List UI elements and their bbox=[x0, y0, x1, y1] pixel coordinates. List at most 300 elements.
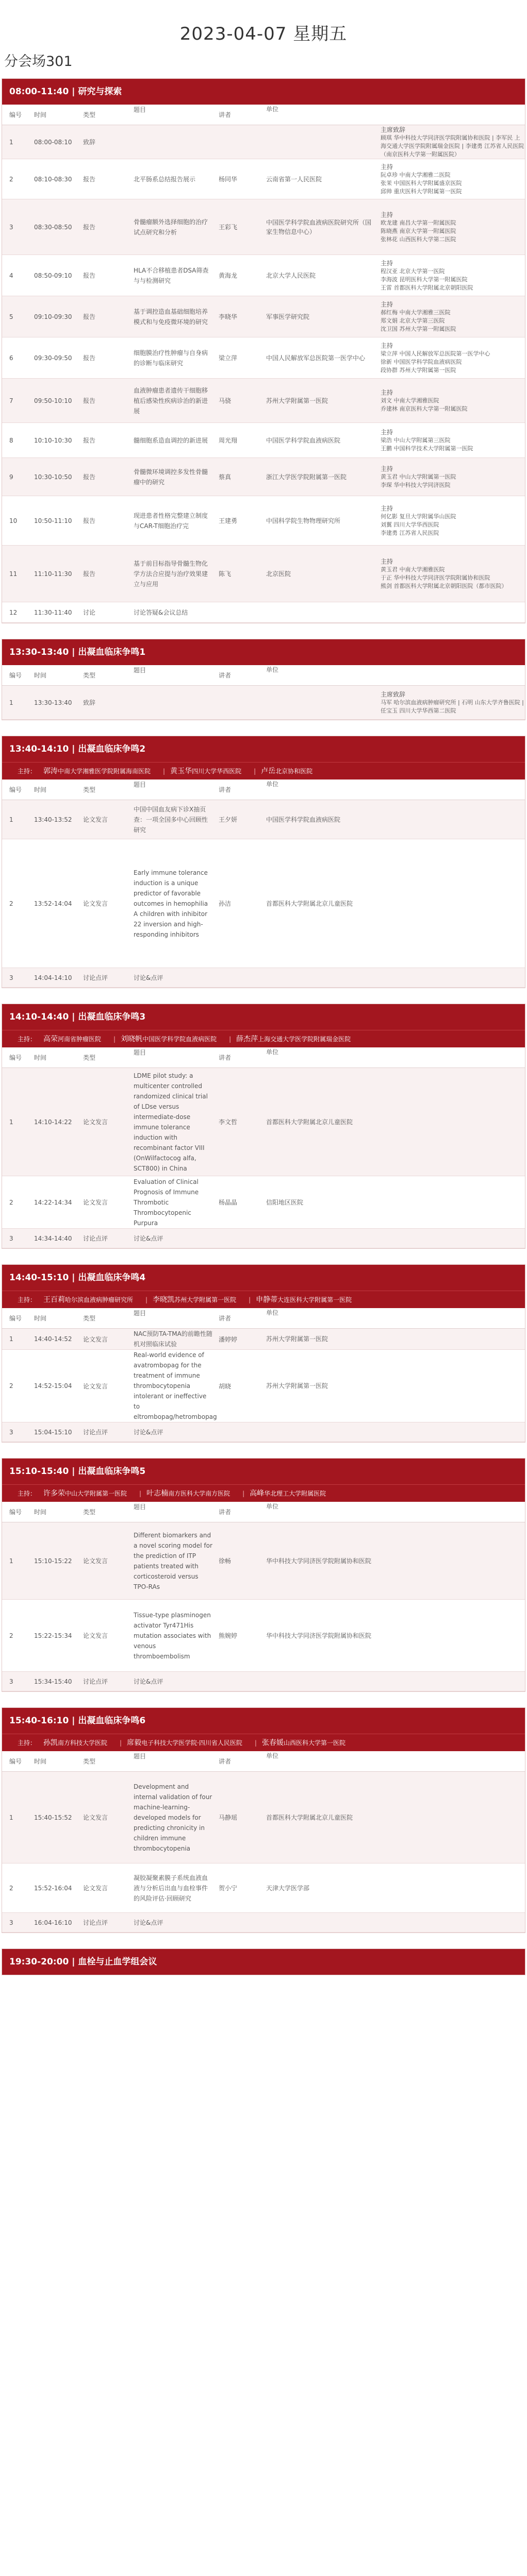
header-col-speaker: 讲者 bbox=[219, 1054, 232, 1061]
table-header bbox=[2, 779, 525, 800]
header-col-speaker: 讲者 bbox=[219, 672, 232, 679]
header-col-topic: 题目 bbox=[134, 1310, 146, 1317]
chair-name: 席毅 bbox=[127, 1739, 142, 1747]
session-block bbox=[2, 78, 525, 623]
col-time: 11:10-11:30 bbox=[34, 570, 72, 578]
header-col-type: 类型 bbox=[83, 1758, 96, 1765]
col-time: 10:10-10:30 bbox=[34, 436, 72, 444]
table-row bbox=[2, 1422, 525, 1442]
col-time: 14:34-14:40 bbox=[34, 1234, 72, 1242]
col-unit: 北京大学人民医院 bbox=[266, 272, 316, 279]
col-unit: 中国医学科学院血液病医院 bbox=[266, 436, 341, 444]
col-no: 11 bbox=[9, 570, 18, 578]
col-topic: Tissue-type plasminogen activator Tyr471His mutation associates with venous thromboembolism bbox=[134, 1611, 211, 1660]
header-col-time: 时间 bbox=[34, 1054, 47, 1061]
person-line: 梁立萍 中国人民解放军总医院第一医学中心 bbox=[381, 350, 490, 357]
col-unit: 浙江大学医学院附属第一医院 bbox=[266, 473, 347, 481]
col-no: 1 bbox=[9, 1118, 13, 1126]
col-unit: 首都医科大学附属北京儿童医院 bbox=[266, 1118, 353, 1126]
col-time: 16:04-16:10 bbox=[34, 1919, 72, 1926]
role-label: 主持 bbox=[381, 557, 393, 565]
col-unit: 中国医学科学院血液病医院研究所（国家生物信息中心） bbox=[266, 218, 372, 235]
col-topic: LDME pilot study: a multicenter controlled randomized clinical trial of LDse versus intermediate-dose immune tolerance induction with recombinant factor VIII (OnWilfactocog alfa, SCT800) in China bbox=[134, 1072, 208, 1172]
chair-separator: | bbox=[249, 1296, 251, 1303]
table-row bbox=[2, 496, 525, 546]
person-line: 段协群 苏州大学附属第一医院 bbox=[381, 366, 456, 374]
table-body bbox=[2, 1772, 525, 1933]
chair-unit: 四川大学华西医院 bbox=[192, 768, 242, 775]
col-unit: 中国科学院生物物理研究所 bbox=[266, 517, 341, 524]
table-row bbox=[2, 125, 525, 159]
col-no: 7 bbox=[9, 397, 13, 404]
chair-unit: 中南大学湘雅医学院附属海南医院 bbox=[58, 768, 151, 775]
chair-name: 许多荣 bbox=[43, 1489, 65, 1498]
person-line: 郑文娟 北京大学第三医院 bbox=[381, 317, 445, 324]
chair-name: 申静蒂 bbox=[256, 1296, 278, 1304]
header-col-unit: 单位 bbox=[266, 666, 279, 673]
row-extra bbox=[374, 126, 525, 159]
header-col-unit: 单位 bbox=[266, 1048, 279, 1056]
col-topic: 血液肿瘤患者遗传干细胞移植后感染性疾病诊治的新进展 bbox=[134, 386, 208, 415]
header-col-type: 类型 bbox=[83, 1054, 96, 1061]
header-col-topic: 题目 bbox=[134, 1503, 146, 1511]
table-row bbox=[2, 686, 525, 720]
col-time: 14:40-14:52 bbox=[34, 1335, 72, 1343]
table-row bbox=[2, 1176, 525, 1229]
role-label: 主持 bbox=[381, 300, 393, 308]
col-topic: 基于调控造血基础细胞培养模式和与免疫微环境的研究 bbox=[134, 308, 208, 326]
col-unit: 信阳地区医院 bbox=[266, 1198, 304, 1206]
col-no: 3 bbox=[9, 974, 13, 981]
col-speaker: 陈飞 bbox=[219, 570, 232, 578]
chair-unit: 大连医科大学附属第一医院 bbox=[277, 1296, 352, 1303]
col-type: 论文发言 bbox=[83, 1885, 108, 1892]
col-speaker: 杨晶晶 bbox=[219, 1199, 238, 1206]
col-topic: HLA不合移植患者DSA筛查与与检测研究 bbox=[134, 266, 209, 284]
col-type: 讨论 bbox=[83, 609, 96, 616]
header-col-time: 时间 bbox=[34, 111, 47, 118]
header-col-no: 编号 bbox=[9, 1054, 22, 1061]
col-type: 报告 bbox=[83, 570, 96, 578]
table-row bbox=[2, 1329, 525, 1350]
table-body bbox=[2, 1522, 525, 1691]
col-type: 讨论点评 bbox=[83, 974, 108, 981]
chair-unit: 山西医科大学第一医院 bbox=[283, 1739, 345, 1747]
col-speaker: 熊婉婷 bbox=[219, 1632, 238, 1639]
header-extra bbox=[374, 1047, 525, 1067]
col-topic: NAC预防TA-TMA的前瞻性随机对照临床试验 bbox=[134, 1330, 212, 1348]
col-topic: 讨论答疑&会议总结 bbox=[134, 608, 188, 616]
col-time: 10:30-10:50 bbox=[34, 473, 72, 481]
col-time: 09:50-10:10 bbox=[34, 397, 72, 404]
col-topic: 北平肠系总结报告展示 bbox=[134, 175, 196, 183]
col-topic: Early immune tolerance induction is a unique predictor of favorable outcomes in hemophilia A children with inhibitor 22 inversion and high-responding inhibitors bbox=[134, 869, 208, 938]
table-row bbox=[2, 602, 525, 623]
header-col-no: 编号 bbox=[9, 786, 22, 793]
person-line: 阮卓珍 中南大学湘雅二医院 bbox=[381, 171, 451, 178]
role-label: 主持 bbox=[381, 163, 393, 171]
col-speaker: 胡晓 bbox=[219, 1382, 232, 1390]
table-row bbox=[2, 1522, 525, 1600]
header-extra bbox=[374, 665, 525, 685]
chair-unit: 河南省肿瘤医院 bbox=[58, 1036, 102, 1043]
col-type: 报告 bbox=[83, 517, 96, 524]
header-col-topic: 题目 bbox=[134, 1049, 146, 1056]
table-row bbox=[2, 546, 525, 602]
footer-session bbox=[2, 1948, 525, 1975]
col-type: 讨论点评 bbox=[83, 1429, 108, 1436]
person-line: 梁浩 中山大学附属第三医院 bbox=[381, 436, 451, 444]
session-title: 15:10-15:40 | 出凝血临床争鸣5 bbox=[2, 1459, 525, 1484]
col-type: 论文发言 bbox=[83, 1632, 108, 1639]
chair-separator: | bbox=[254, 768, 256, 775]
col-unit: 华中科技大学同济医学院附属协和医院 bbox=[266, 1557, 372, 1565]
session-chairs bbox=[2, 762, 525, 779]
header-col-no: 编号 bbox=[9, 1758, 22, 1765]
person-line: 徐新 中国医学科学院血液病医院 bbox=[381, 358, 462, 365]
col-type: 论文发言 bbox=[83, 1382, 108, 1390]
session-chairs bbox=[2, 1291, 525, 1308]
col-unit: 华中科技大学同济医学院附属协和医院 bbox=[266, 1632, 372, 1639]
col-time: 13:52-14:04 bbox=[34, 900, 72, 907]
table-row bbox=[2, 1350, 525, 1422]
header-col-time: 时间 bbox=[34, 1758, 47, 1765]
col-topic: Evaluation of Clinical Prognosis of Immune Thrombotic Thrombocytopenic Purpura bbox=[134, 1178, 199, 1227]
table-row bbox=[2, 1863, 525, 1913]
session-block bbox=[2, 639, 525, 720]
table-body bbox=[2, 125, 525, 623]
col-topic: 讨论&点评 bbox=[134, 1677, 163, 1685]
col-time: 15:34-15:40 bbox=[34, 1677, 72, 1685]
person-line: 张林花 山西医科大学第二医院 bbox=[381, 235, 456, 243]
chair-name: 高峰 bbox=[250, 1489, 265, 1498]
col-no: 2 bbox=[9, 1198, 13, 1206]
col-type: 讨论点评 bbox=[83, 1235, 108, 1242]
table-row bbox=[2, 1772, 525, 1863]
col-type: 论文发言 bbox=[83, 1118, 108, 1126]
header-col-unit: 单位 bbox=[266, 1752, 279, 1759]
col-no: 10 bbox=[9, 517, 18, 524]
table-row bbox=[2, 458, 525, 496]
col-type: 报告 bbox=[83, 313, 96, 320]
chair-separator: | bbox=[120, 1739, 122, 1747]
col-no: 1 bbox=[9, 1557, 13, 1565]
col-type: 论文发言 bbox=[83, 900, 108, 907]
col-time: 09:10-09:30 bbox=[34, 313, 72, 320]
chair-name: 王百莉 bbox=[43, 1296, 65, 1304]
col-topic: 现进患者性格完整建立制度与CAR-T细胞治疗完 bbox=[134, 512, 208, 530]
person-line: 顾琪 华中科技大学同济医学院附属协和医院 | 李军民 上海交通大学医学院附属瑞金医院 | 李建勇 江苏省人民医院（南京医科大学第一附属医院） bbox=[381, 134, 524, 158]
session-title: 14:10-14:40 | 出凝血临床争鸣3 bbox=[2, 1004, 525, 1030]
col-time: 09:30-09:50 bbox=[34, 354, 72, 362]
table-row bbox=[2, 337, 525, 379]
col-speaker: 贺小宁 bbox=[219, 1885, 238, 1892]
col-unit: 军事医学研究院 bbox=[266, 313, 310, 320]
table-row bbox=[2, 968, 525, 988]
col-speaker: 孙洁 bbox=[219, 900, 232, 907]
col-no: 4 bbox=[9, 272, 13, 279]
header-extra bbox=[374, 1308, 525, 1328]
col-time: 10:50-11:10 bbox=[34, 517, 72, 524]
col-time: 08:50-09:10 bbox=[34, 272, 72, 279]
chairs-label: 主持： bbox=[18, 1490, 37, 1497]
row-extra bbox=[374, 465, 525, 489]
col-unit: 苏州大学附属第一医院 bbox=[266, 1335, 328, 1343]
header-col-no: 编号 bbox=[9, 672, 22, 679]
col-type: 讨论点评 bbox=[83, 1919, 108, 1926]
row-extra bbox=[374, 163, 525, 196]
chair-unit: 北京协和医院 bbox=[275, 768, 313, 775]
col-time: 15:52-16:04 bbox=[34, 1884, 72, 1892]
row-extra bbox=[374, 557, 525, 590]
col-type: 致辞 bbox=[83, 139, 96, 146]
row-extra bbox=[374, 259, 525, 292]
col-unit: 北京医院 bbox=[266, 570, 291, 578]
chair-separator: | bbox=[163, 768, 166, 775]
session-title: 13:30-13:40 | 出凝血临床争鸣1 bbox=[2, 639, 525, 665]
chair-name: 刘晓帆 bbox=[121, 1035, 143, 1043]
col-speaker: 周光翔 bbox=[219, 437, 238, 444]
col-no: 3 bbox=[9, 1677, 13, 1685]
table-header bbox=[2, 105, 525, 125]
col-topic: 骨髓瘤额外选择细胞的治疗试点研究和分析 bbox=[134, 218, 208, 236]
table-body bbox=[2, 1329, 525, 1442]
col-type: 论文发言 bbox=[83, 1335, 108, 1343]
col-speaker: 徐畅 bbox=[219, 1557, 232, 1565]
col-no: 2 bbox=[9, 175, 13, 183]
col-topic: 髓细胞系造血调控的新进展 bbox=[134, 436, 208, 444]
row-extra bbox=[374, 504, 525, 537]
col-time: 08:00-08:10 bbox=[34, 138, 72, 146]
header-extra bbox=[374, 1502, 525, 1522]
table-row bbox=[2, 1600, 525, 1672]
role-label: 主持 bbox=[381, 388, 393, 396]
table-row bbox=[2, 1672, 525, 1691]
person-line: 何亿影 复旦大学附属华山医院 bbox=[381, 513, 456, 520]
col-no: 1 bbox=[9, 816, 13, 823]
col-topic: 讨论&点评 bbox=[134, 1919, 163, 1926]
venue-title: 分会场301 bbox=[4, 54, 73, 70]
person-line: 熊剑 首都医科大学附属北京朝阳医院（都市医院） bbox=[381, 582, 507, 589]
person-line: 黄玉君 中南大学湘雅医院 bbox=[381, 566, 445, 573]
col-unit: 中国医学科学院血液病医院 bbox=[266, 816, 341, 823]
col-speaker: 蔡真 bbox=[219, 473, 232, 481]
col-no: 2 bbox=[9, 1632, 13, 1639]
role-label: 主持 bbox=[381, 259, 393, 267]
col-unit: 云南省第一人民医院 bbox=[266, 175, 322, 183]
col-speaker: 马骁 bbox=[219, 397, 232, 404]
row-extra bbox=[374, 211, 525, 244]
page-date: 2023-04-07 星期五 bbox=[179, 24, 348, 44]
col-no: 8 bbox=[9, 436, 13, 444]
table-header bbox=[2, 1502, 525, 1522]
col-speaker: 梁立萍 bbox=[219, 354, 238, 362]
chair-name: 郭涛 bbox=[43, 767, 58, 775]
header-col-topic: 题目 bbox=[134, 781, 146, 788]
table-body bbox=[2, 686, 525, 720]
col-type: 报告 bbox=[83, 354, 96, 362]
col-time: 15:04-15:10 bbox=[34, 1428, 72, 1436]
col-time: 14:04-14:10 bbox=[34, 974, 72, 981]
header-col-no: 编号 bbox=[9, 1509, 22, 1516]
chair-separator: | bbox=[229, 1036, 232, 1043]
col-time: 08:30-08:50 bbox=[34, 223, 72, 231]
chairs-label: 主持： bbox=[18, 1739, 37, 1747]
chair-name: 薛杰萍 bbox=[236, 1035, 258, 1043]
col-topic: 细胞膜治疗性肿瘤与自身病的诊断与临床研究 bbox=[134, 349, 208, 367]
header-col-type: 类型 bbox=[83, 786, 96, 793]
col-no: 12 bbox=[9, 608, 18, 616]
role-label: 主持 bbox=[381, 211, 393, 218]
col-type: 论文发言 bbox=[83, 816, 108, 823]
header-extra bbox=[374, 779, 525, 800]
col-speaker: 杨同华 bbox=[219, 176, 238, 183]
col-time: 08:10-08:30 bbox=[34, 175, 72, 183]
session-chairs bbox=[2, 1484, 525, 1502]
chair-separator: | bbox=[242, 1490, 245, 1497]
chair-separator: | bbox=[254, 1739, 257, 1747]
person-line: 王雷 首都医科大学附属北京朝阳医院 bbox=[381, 284, 473, 291]
col-speaker: 李晓华 bbox=[219, 313, 238, 320]
col-unit: 天津大学医学部 bbox=[266, 1884, 310, 1892]
col-topic: 中国中国血友病下诊X抽页查：一项全国多中心回顾性研究 bbox=[134, 805, 208, 834]
chair-name: 卢岳 bbox=[261, 767, 276, 775]
col-time: 15:10-15:22 bbox=[34, 1557, 72, 1565]
col-topic: 讨论&点评 bbox=[134, 974, 163, 981]
session-chairs bbox=[2, 1734, 525, 1751]
table-header bbox=[2, 665, 525, 686]
chair-unit: 电子科技大学医学院·四川省人民医院 bbox=[141, 1739, 242, 1747]
col-speaker: 王夕妍 bbox=[219, 816, 238, 823]
role-label: 主持 bbox=[381, 342, 393, 349]
col-type: 报告 bbox=[83, 224, 96, 231]
session-block bbox=[2, 1004, 525, 1249]
chair-separator: | bbox=[139, 1490, 142, 1497]
session-title: 14:40-15:10 | 出凝血临床争鸣4 bbox=[2, 1265, 525, 1291]
col-topic: 凝胶凝聚素膜子系统血液血液与分析后出血与血栓事件的风险评估·回顾研究 bbox=[134, 1874, 208, 1902]
col-time: 14:10-14:22 bbox=[34, 1118, 72, 1126]
col-type: 报告 bbox=[83, 437, 96, 444]
col-time: 14:52-15:04 bbox=[34, 1382, 72, 1389]
person-line: 欧龙建 南昌大学第一附属医院 bbox=[381, 219, 456, 226]
chair-unit: 苏州大学附属第一医院 bbox=[174, 1296, 237, 1303]
col-type: 论文发言 bbox=[83, 1557, 108, 1565]
col-speaker: 潘婷婷 bbox=[219, 1335, 238, 1343]
col-type: 致辞 bbox=[83, 699, 96, 706]
table-header bbox=[2, 1047, 525, 1068]
col-type: 报告 bbox=[83, 397, 96, 404]
table-header bbox=[2, 1751, 525, 1772]
header-col-time: 时间 bbox=[34, 672, 47, 679]
col-no: 1 bbox=[9, 699, 13, 706]
table-row bbox=[2, 296, 525, 337]
table-body bbox=[2, 800, 525, 988]
header-col-time: 时间 bbox=[34, 786, 47, 793]
header-extra bbox=[374, 105, 525, 125]
person-line: 张茉 中国医科大学附属盛京医院 bbox=[381, 179, 462, 187]
table-row bbox=[2, 423, 525, 458]
header-col-unit: 单位 bbox=[266, 1503, 279, 1510]
table-row bbox=[2, 159, 525, 199]
header-col-type: 类型 bbox=[83, 111, 96, 118]
table-header bbox=[2, 1308, 525, 1329]
chair-separator: | bbox=[113, 1036, 116, 1043]
role-label: 主持 bbox=[381, 465, 393, 472]
col-no: 2 bbox=[9, 1884, 13, 1892]
col-type: 论文发言 bbox=[83, 1814, 108, 1821]
header-col-speaker: 讲者 bbox=[219, 1758, 232, 1765]
col-no: 3 bbox=[9, 1919, 13, 1926]
session-chairs bbox=[2, 1030, 525, 1047]
table-row bbox=[2, 839, 525, 968]
col-speaker: 王建勇 bbox=[219, 517, 238, 524]
col-time: 13:30-13:40 bbox=[34, 699, 72, 706]
table-row bbox=[2, 800, 525, 839]
header-col-topic: 题目 bbox=[134, 667, 146, 674]
header-col-topic: 题目 bbox=[134, 1753, 146, 1760]
chair-name: 叶志楠 bbox=[146, 1489, 169, 1498]
person-line: 郝红梅 中南大学湘雅三医院 bbox=[381, 309, 451, 316]
col-type: 报告 bbox=[83, 272, 96, 279]
role-label: 主席致辞 bbox=[381, 690, 406, 698]
person-line: 于正 华中科技大学同济医学院附属协和医院 bbox=[381, 574, 490, 581]
col-no: 6 bbox=[9, 354, 13, 362]
col-type: 报告 bbox=[83, 176, 96, 183]
col-topic: 讨论&点评 bbox=[134, 1234, 163, 1242]
header-col-unit: 单位 bbox=[266, 781, 279, 788]
col-no: 1 bbox=[9, 138, 13, 146]
session-title: 08:00-11:40 | 研究与探索 bbox=[2, 79, 525, 105]
chair-name: 张春媛 bbox=[261, 1739, 284, 1747]
chair-unit: 哈尔滨血液病肿瘤研究所 bbox=[65, 1296, 134, 1303]
table-row bbox=[2, 1913, 525, 1933]
col-speaker: 王彩飞 bbox=[219, 224, 238, 231]
person-line: 李海波 昆明医科大学第一附属医院 bbox=[381, 276, 468, 283]
col-topic: Different biomarkers and a novel scoring model for the prediction of ITP patients treated with corticosteroid versus TPO-RAs bbox=[134, 1531, 212, 1590]
col-speaker: 黄海龙 bbox=[219, 272, 238, 279]
session-title: 19:30-20:00 | 血栓与止血学组会议 bbox=[2, 1949, 525, 1975]
table-row bbox=[2, 1068, 525, 1176]
header-col-type: 类型 bbox=[83, 1509, 96, 1516]
session-title: 15:40-16:10 | 出凝血临床争鸣6 bbox=[2, 1708, 525, 1734]
col-unit: 苏州大学附属第一医院 bbox=[266, 1382, 328, 1389]
person-line: 刘翼 四川大学华西医院 bbox=[381, 521, 439, 528]
col-topic: Real-world evidence of avatrombopag for the treatment of immune thrombocytopenia intolerant or ineffective to eltrombopag/hetrombopag bbox=[134, 1351, 217, 1420]
header-extra bbox=[374, 1751, 525, 1771]
row-extra bbox=[374, 342, 525, 375]
table-row bbox=[2, 199, 525, 255]
col-time: 13:40-13:52 bbox=[34, 816, 72, 823]
col-no: 1 bbox=[9, 1814, 13, 1821]
header-col-no: 编号 bbox=[9, 111, 22, 118]
chair-unit: 南方科技大学医院 bbox=[58, 1739, 108, 1747]
col-topic: 讨论&点评 bbox=[134, 1428, 163, 1436]
col-topic: 骨髓微环境调控多发性骨髓瘤中的研究 bbox=[134, 468, 208, 486]
session-block bbox=[2, 1707, 525, 1933]
table-row bbox=[2, 379, 525, 423]
person-line: 沈卫国 苏州大学第一附属医院 bbox=[381, 325, 456, 332]
table-row bbox=[2, 1229, 525, 1248]
role-label: 主席致辞 bbox=[381, 126, 406, 133]
chair-unit: 华北理工大学附属医院 bbox=[264, 1490, 326, 1497]
header-col-time: 时间 bbox=[34, 1509, 47, 1516]
person-line: 王鹏 中国科学技术大学附属第一医院 bbox=[381, 445, 473, 452]
chairs-label: 主持： bbox=[18, 1296, 37, 1303]
chairs-label: 主持： bbox=[18, 1036, 37, 1043]
col-no: 3 bbox=[9, 223, 13, 231]
role-label: 主持 bbox=[381, 428, 393, 436]
header-col-speaker: 讲者 bbox=[219, 1509, 232, 1516]
